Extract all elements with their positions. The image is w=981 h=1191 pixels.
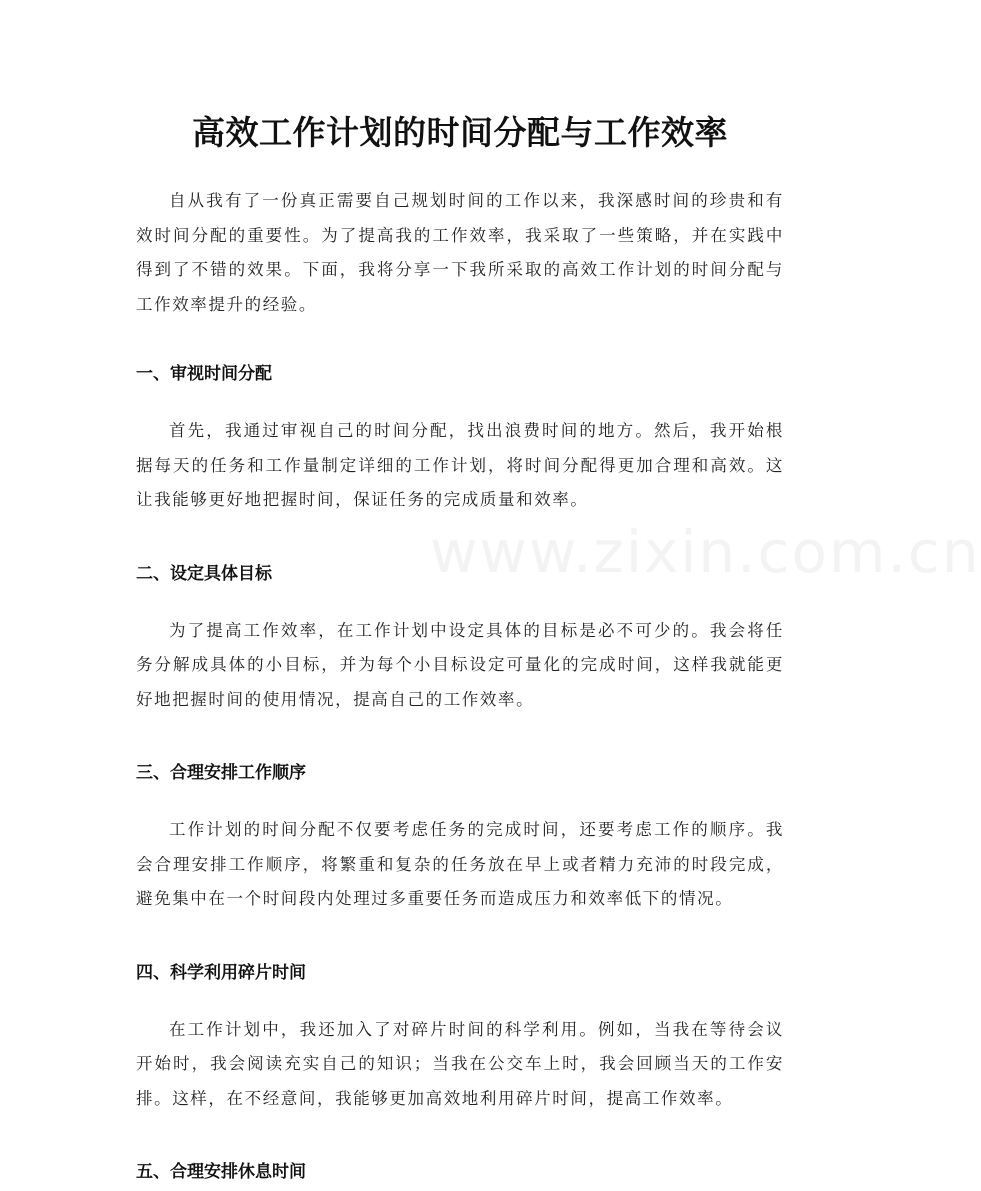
document-title: 高效工作计划的时间分配与工作效率	[192, 113, 728, 152]
section-4-heading: 四、科学利用碎片时间	[136, 962, 306, 983]
section-2-heading: 二、设定具体目标	[136, 563, 272, 584]
section-1-heading: 一、审视时间分配	[136, 364, 272, 384]
section-2-body: 为了提高工作效率，在工作计划中设定具体的目标是必不可少的。我会将任务分解成具体的小目标，并为每个小目标设定可量化的完成时间，这样我就能更好地把握时间的使用情况，提高自己的工作效率。	[136, 620, 784, 709]
section-5-heading: 五、合理安排休息时间	[136, 1162, 306, 1182]
section-3-heading: 三、合理安排工作顺序	[136, 763, 306, 783]
section-3-body: 工作计划的时间分配不仅要考虑任务的完成时间，还要考虑工作的顺序。我会合理安排工作顺序，将繁重和复杂的任务放在早上或者精力充沛的时段完成，避免集中在一个时间段内处理过多重要任务而造成压力和效率低下的情况。	[136, 820, 784, 908]
watermark: www.zixin.com.cn	[430, 518, 981, 586]
section-4-body: 在工作计划中，我还加入了对碎片时间的科学利用。例如，当我在等待会议开始时，我会阅读充实自己的知识；当我在公交车上时，我会回顾当天的工作安排。这样，在不经意间，我能够更加高效地利用碎片时间，提高工作效率。	[136, 1019, 784, 1108]
intro-paragraph: 自从我有了一份真正需要自己规划时间的工作以来，我深感时间的珍贵和有效时间分配的重要性。为了提高我的工作效率，我采取了一些策略，并在实践中得到了不错的效果。下面，我将分享一下我所采取的高效工作计划的时间分配与工作效率提升的经验。	[136, 191, 784, 314]
section-1-body: 首先，我通过审视自己的时间分配，找出浪费时间的地方。然后，我开始根据每天的任务和工作量制定详细的工作计划，将时间分配得更加合理和高效。这让我能够更好地把握时间，保证任务的完成质量和效率。	[136, 421, 784, 509]
